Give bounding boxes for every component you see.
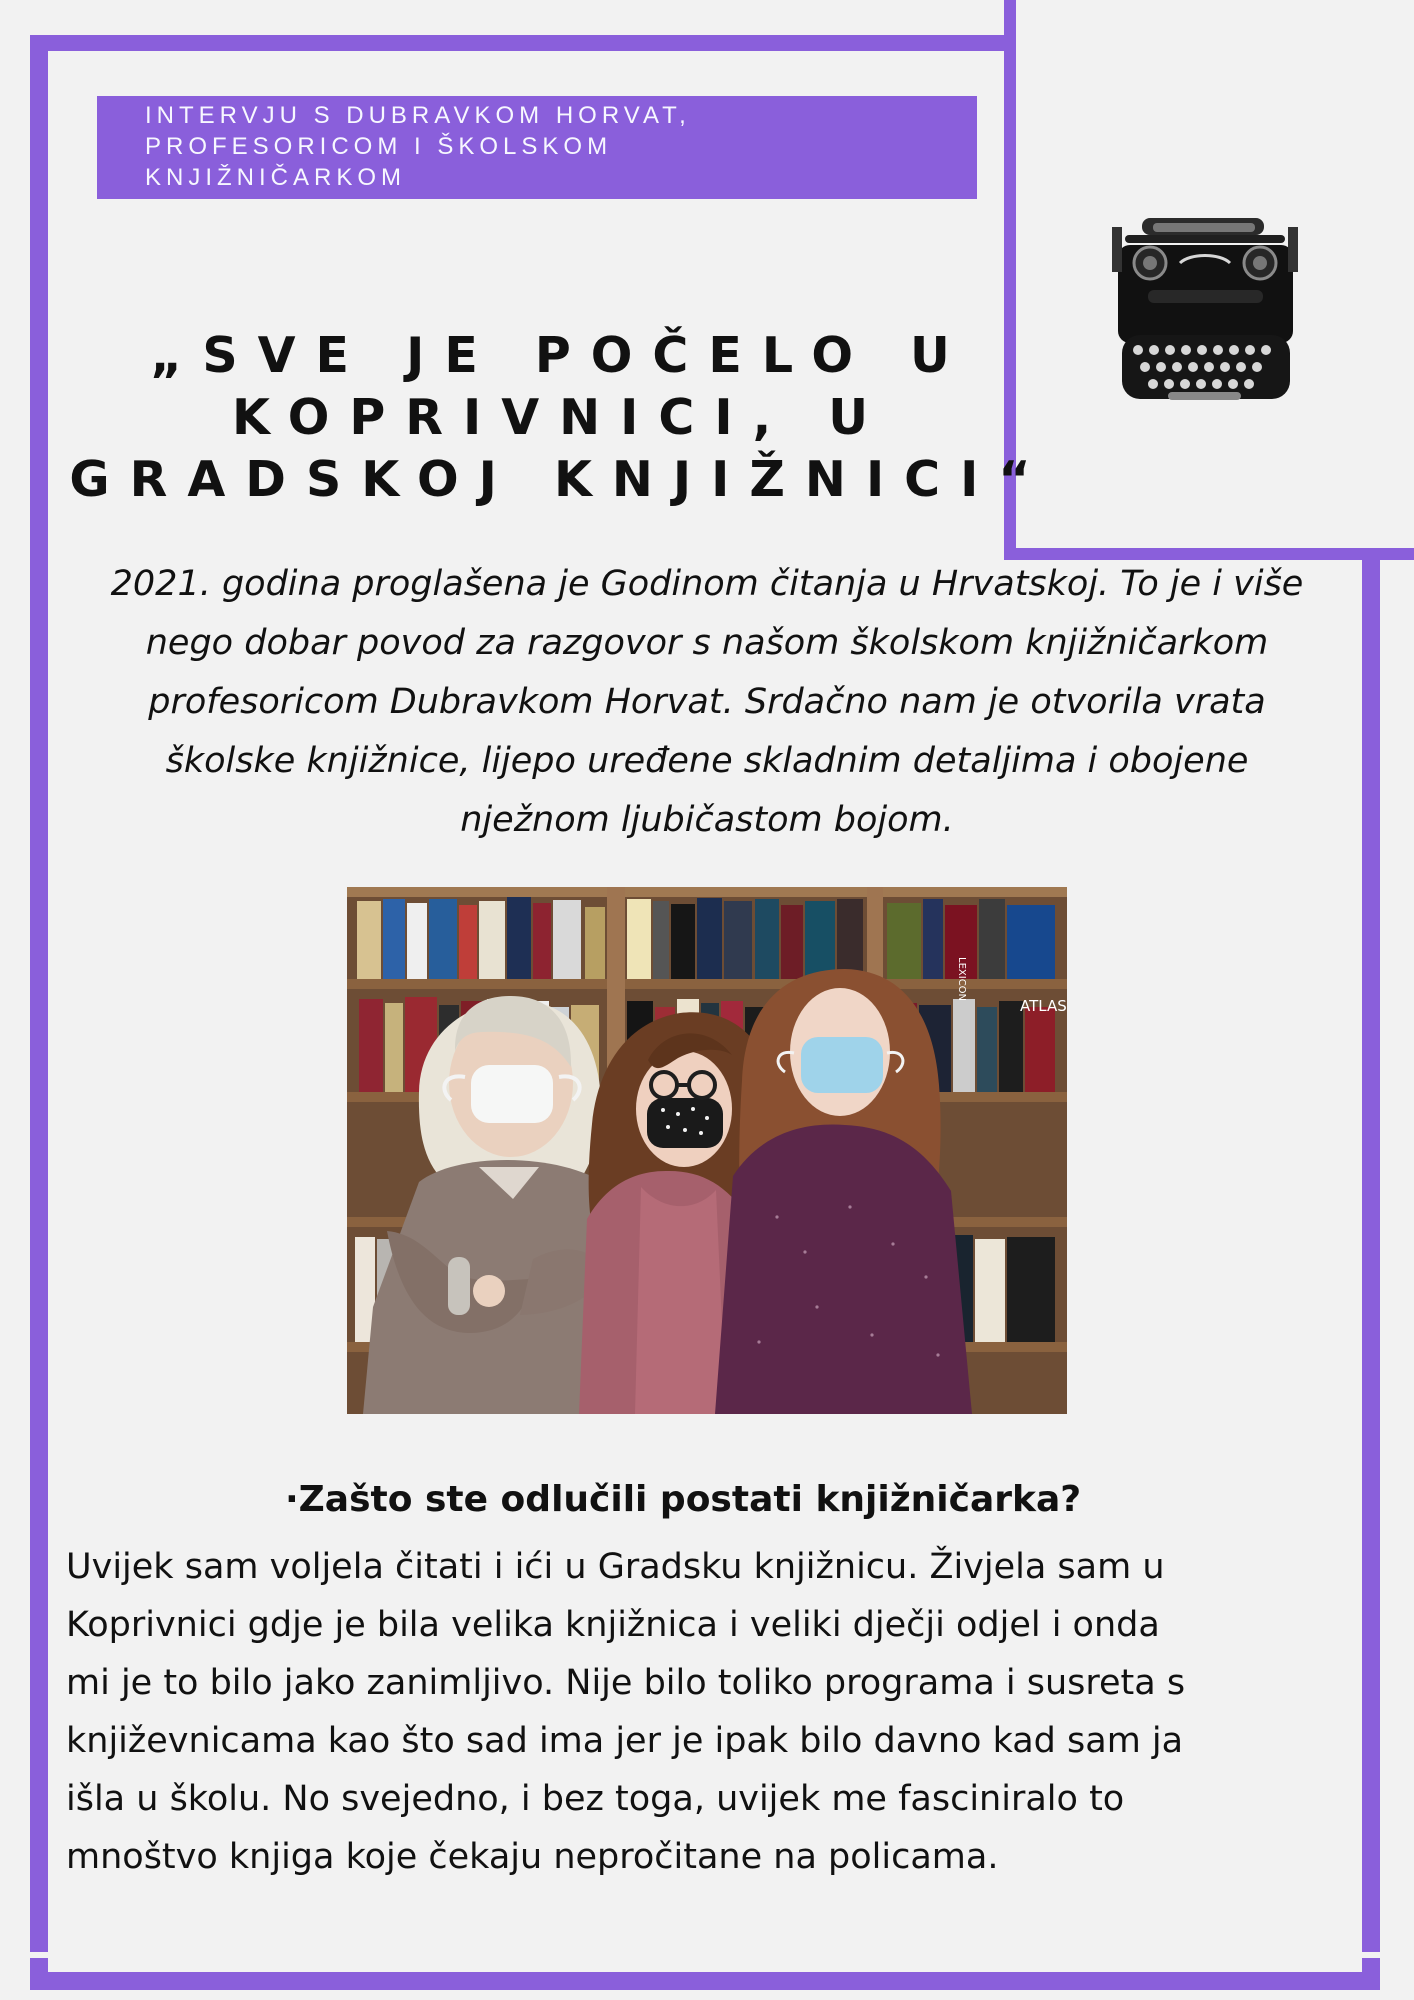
banner-line-3: KNJIŽNIČARKOM (145, 164, 407, 191)
library-photo (347, 887, 1067, 1414)
answer-line-6: mnoštvo knjiga koje čekaju nepročitane na policama. (66, 1837, 999, 1877)
banner-line-2: PROFESORICOM I ŠKOLSKOM (145, 133, 613, 160)
intro-line-3: profesoricom Dubravkom Horvat. Srdačno nam je otvorila vrata (148, 682, 1266, 722)
book-spine-atlas: ATLAS (1020, 997, 1067, 1015)
typewriter-icon (1090, 185, 1320, 440)
answer-line-4: književnicama kao što sad ima jer je ipak bilo davno kad sam ja (66, 1721, 1184, 1761)
interview-banner (97, 96, 977, 199)
bottom-frame-gap (30, 1952, 1380, 1958)
title-line-1: „SVE JE POČELO U (150, 327, 970, 384)
interview-question: ·Zašto ste odlučili postati knjižničarka? (285, 1479, 1082, 1520)
answer-line-1: Uvijek sam voljela čitati i ići u Gradsku knjižnicu. Živjela sam u (66, 1547, 1165, 1587)
article-title (60, 325, 1060, 511)
book-spine-lexicon: LEXICON (956, 957, 967, 1002)
answer-line-2: Koprivnici gdje je bila velika knjižnica i veliki dječji odjel i onda (66, 1605, 1160, 1645)
answer-line-5: išla u školu. No svejedno, i bez toga, uvijek me fasciniralo to (66, 1779, 1125, 1819)
interview-answer (66, 1538, 1356, 1886)
intro-line-4: školske knjižnice, lijepo uređene skladnim detaljima i obojene (165, 741, 1249, 781)
intro-line-2: nego dobar povod za razgovor s našom školskom knjižničarkom (145, 623, 1269, 663)
title-line-2: KOPRIVNICI, U (231, 389, 889, 446)
banner-text (145, 100, 745, 193)
intro-line-5: nježnom ljubičastom bojom. (460, 800, 954, 840)
banner-line-1: INTERVJU S DUBRAVKOM HORVAT, (145, 102, 691, 129)
intro-paragraph (57, 555, 1357, 850)
intro-line-1: 2021. godina proglašena je Godinom čitanja u Hrvatskoj. To je i više (110, 564, 1304, 604)
title-line-3: GRADSKOJ KNJIŽNICI“ (69, 451, 1051, 508)
answer-line-3: mi je to bilo jako zanimljivo. Nije bilo toliko programa i susreta s (66, 1663, 1186, 1703)
